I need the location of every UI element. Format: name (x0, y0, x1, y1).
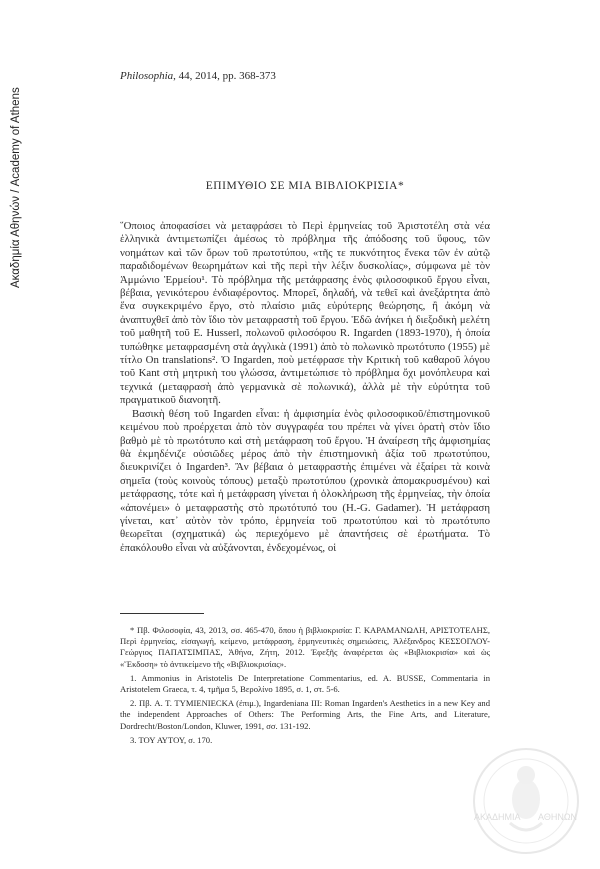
article-title: ΕΠΙΜΥΘΙΟ ΣΕ ΜΙΑ ΒΙΒΛΙΟΚΡΙΣΙΑ* (205, 180, 405, 192)
academy-side-label: Ακαδημία Αθηνών / Academy of Athens (10, 87, 22, 288)
footnote-2: 2. Πβ. A. T. TYMIENIECKA (ἐπιμ.), Ingardeniana III: Roman Ingarden's Aesthetics in a new Key and the independent Approaches of Others: The Performing Arts, the Fine Arts, and Literature, Dordrecht/Boston/London, Kluwer, 1991, σσ. 131-192. (120, 698, 490, 731)
paragraph-1: ῞Οποιος ἀποφασίσει νὰ μεταφράσει τὸ Περὶ ἑρμηνείας τοῦ Ἀριστοτέλη στὰ νέα ἑλληνικὰ ἀντιμετωπίζει ἀμέσως τὸ πρόβλημα τῆς ἀπόδοσης τοῦ ὕφους, τῶν νοημάτων καὶ τῶν ὅρων τοῦ πρωτοτύπου, «τῆς τε πυκνότητος ἕνεκα τῶν ἐν αὐτῷ παραδιδομένων θεωρημάτων καὶ τῆς περὶ τὴν λέξιν δυσκολίας», σύμφωνα μὲ τὸν Ἀμμώνιο Ἑρμείου¹. Τὸ πρόβλημα τῆς μετάφρασης ἑνὸς φιλοσοφικοῦ ἔργου εἶναι, βέβαια, γενικότερου ἐνδιαφέροντος. Μπορεῖ, δηλαδή, νὰ τεθεῖ καὶ ἀνεξάρτητα ἀπὸ ἕνα συγκεκριμένο ἔργο, στὸ πλαίσιο μιᾶς εὐρύτερης θεώρησης, ἢ ἀκόμη νὰ ἀναπτυχθεῖ ἀπὸ τὸν ἴδιο τὸν μεταφραστὴ τοῦ ἔργου. Ἐδῶ ἀνήκει ἡ διεξοδικὴ μελέτη τοῦ μαθητῆ τοῦ E. Husserl, πολωνοῦ φιλοσόφου R. Ingarden (1893-1970), ἡ ὁποία τυπώθηκε μεταφρασμένη στὰ ἀγγλικὰ (1991) ἀπὸ τὸ πολωνικὸ πρωτότυπο (1955) μὲ τίτλο On translations². Ὁ Ingarden, ποὺ μετέφρασε τὴν Κριτικὴ τοῦ καθαροῦ λόγου τοῦ Kant στὴ μητρικὴ του γλώσσα, ἀντιμετώπισε τὸ πρόβλημα ὄχι μονόπλευρα καὶ τεχνικά (μεταφρασὴ ἀπὸ γερμανικὰ σὲ πολωνικά), ἀλλὰ μὲ τὴν εὐρύτητα τοῦ πραγματικοῦ διανοητῆ. (120, 220, 490, 407)
academy-seal-watermark (470, 745, 582, 857)
footnotes (120, 625, 490, 749)
seal-left-text: ΑΚΑΔΗΜΙΑ (474, 812, 521, 822)
journal-info: , 44, 2014, pp. 368-373 (173, 70, 276, 82)
paragraph-2: Βασικὴ θέση τοῦ Ingarden εἶναι: ἡ ἀμφισημία ἑνὸς φιλοσοφικοῦ/ἐπιστημονικοῦ κειμένου ποὺ προέρχεται ἀπὸ τὸν συγγραφέα του πρέπει νὰ γίνει ὁρατὴ στὸν ἴδιο βαθμὸ μὲ τὸ πρωτότυπο καὶ στὴ μετάφραση τοῦ ἔργου. Ἡ ἀναίρεση τῆς ἀμφισημίας θὰ ἐκμηδένιζε οὐσιῶδες μέρος ἀπὸ τὴν ἐπιστημονικὴ ἀξία τοῦ πρωτοτύπου, διευκρινίζει ὁ Ingarden³. Ἂν βέβαια ὁ μεταφραστὴς ἐπιμένει νὰ ἐξαίρει τὰ κοινὰ σημεῖα (τοὺς κοινοὺς τόπους) μεταξὺ πρωτοτύπου (χρονικὰ ἀπομακρυσμένου) καὶ μετάφρασης, τότε καὶ ἡ μετάφραση γίνεται ἡ ὁλοκλήρωση τῆς ἑρμηνείας, τὴν ὁποία «ἀπονέμει» ὁ μεταφραστὴς στὸ πρωτότυπό του (H.-G. Gadamer). Ἡ μετάφραση γίνεται, κατ᾽ αὐτὸν τὸν τρόπο, ἑρμηνεία τοῦ πρωτοτύπου καὶ τὸ πρωτότυπο θεωρεῖται (σχηματικά) ὡς περιεχόμενο μὲ ἀπαντήσεις σὲ ἐρωτήματα. Τὸ ἐπακόλουθο εἶναι νὰ αὐξάνονται, ἐνδεχομένως, οἱ (120, 407, 490, 554)
journal-name: Philosophia (120, 70, 174, 82)
seal-right-text: ΑΘΗΝΩΝ (538, 812, 578, 822)
footnote-3: 3. ΤΟΥ ΑΥΤΟΥ, σ. 170. (130, 734, 213, 745)
footnote-star: * Πβ. Φιλοσοφία, 43, 2013, σσ. 465-470, ὅπου ἡ βιβλιοκρισία: Γ. ΚΑΡΑΜΑΝΩΛΗ, ΑΡΙΣΤΟΤΕΛΗΣ, Περὶ ἑρμηνείας, εἰσαγωγή, κείμενο, μετάφραση, ἑρμηνευτικὲς σημειώσεις, Ἀλέξανδρος ΚΕΣΣΟΓΛΟΥ-Γεώργιος ΠΑΠΑΤΣΙΜΠΑΣ, Ἀθήνα, Ζήτη, 2012. Ἐφεξῆς ἀναφέρεται ὡς «Βιβλιοκρισία» καὶ ὡς «Ἔκδοση» τὸ ἀντικείμενο τῆς «Βιβλιοκρισίας». (120, 625, 490, 669)
footnote-divider (120, 613, 204, 614)
article-body (120, 220, 490, 555)
footnote-1: 1. Ammonius in Aristotelis De Interpretatione Commentarius, ed. A. BUSSE, Commentaria in Aristotelem Graeca, τ. 4, τμῆμα 5, Βερολίνο 1895, σ. 1, στ. 5-6. (120, 672, 490, 695)
journal-citation (120, 70, 276, 82)
side-watermark (8, 60, 26, 290)
